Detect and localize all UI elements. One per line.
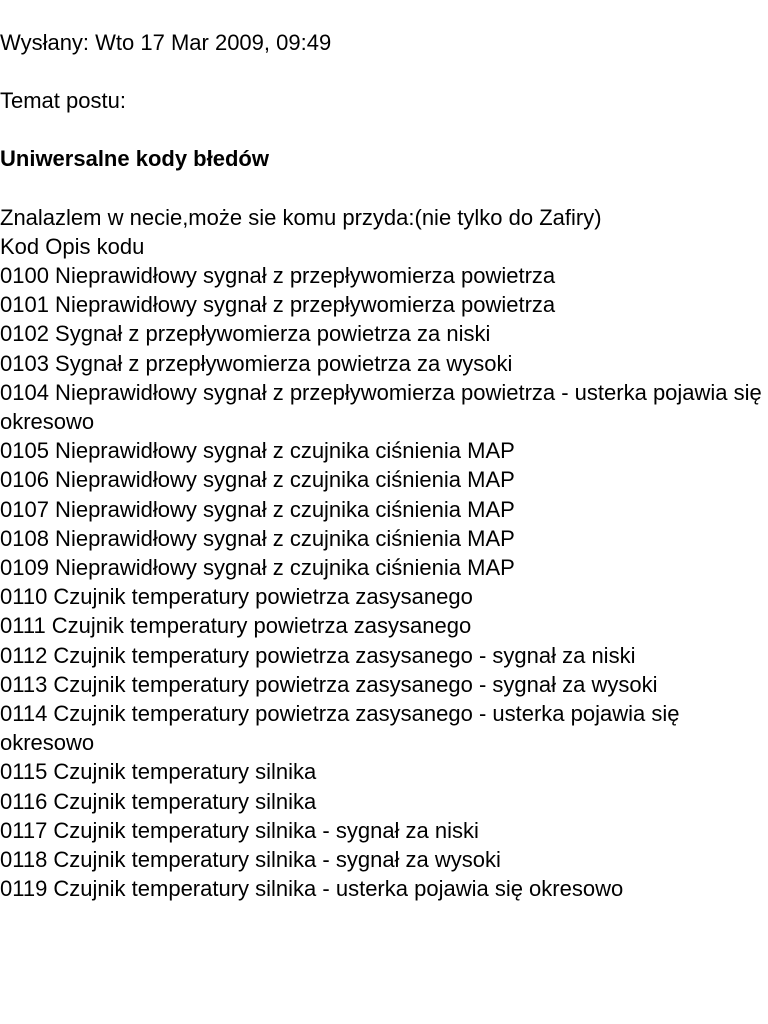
code-line: 0107 Nieprawidłowy sygnał z czujnika ciśnienia MAP [0, 496, 515, 522]
code-line: 0114 Czujnik temperatury powietrza zasysanego - usterka pojawia się okresowo [0, 701, 680, 756]
code-line: 0102 Sygnał z przepływomierza powietrza za niski [0, 321, 491, 347]
code-line: 0101 Nieprawidłowy sygnał z przepływomierza powietrza [0, 292, 556, 318]
code-line: 0111 Czujnik temperatury powietrza zasysanego [0, 613, 472, 639]
code-list [0, 261, 764, 903]
code-line: 0115 Czujnik temperatury silnika [0, 759, 317, 785]
code-line: 0100 Nieprawidłowy sygnał z przepływomierza powietrza [0, 263, 556, 289]
post-sent-date: Wysłany: Wto 17 Mar 2009, 09:49 [0, 30, 332, 55]
code-line: 0108 Nieprawidłowy sygnał z czujnika ciśnienia MAP [0, 525, 515, 551]
post-title: Uniwersalne kody błedów [0, 146, 269, 172]
code-line: 0104 Nieprawidłowy sygnał z przepływomierza powietrza - usterka pojawia się okresowo [0, 379, 762, 435]
code-line: 0117 Czujnik temperatury silnika - sygnał za niski [0, 817, 479, 843]
code-line: 0109 Nieprawidłowy sygnał z czujnika ciśnienia MAP [0, 555, 515, 581]
post-topic-label: Temat postu: [0, 88, 126, 114]
code-line: 0113 Czujnik temperatury powietrza zasysanego - sygnał za wysoki [0, 671, 658, 697]
post-body [0, 203, 764, 904]
code-line: 0105 Nieprawidłowy sygnał z czujnika ciśnienia MAP [0, 438, 515, 464]
code-line: 0112 Czujnik temperatury powietrza zasysanego - sygnał za niski [0, 642, 636, 668]
code-line: 0118 Czujnik temperatury silnika - sygnał za wysoki [0, 847, 501, 873]
code-line: 0116 Czujnik temperatury silnika [0, 788, 317, 814]
code-line: 0110 Czujnik temperatury powietrza zasysanego [0, 584, 473, 610]
post-intro: Znalazlem w necie,może sie komu przyda:(nie tylko do Zafiry) [0, 204, 602, 230]
code-line: 0119 Czujnik temperatury silnika - usterka pojawia się okresowo [0, 876, 624, 902]
code-line: 0103 Sygnał z przepływomierza powietrza za wysoki [0, 350, 513, 376]
code-line: 0106 Nieprawidłowy sygnał z czujnika ciśnienia MAP [0, 467, 515, 493]
code-table-header: Kod Opis kodu [0, 233, 145, 259]
